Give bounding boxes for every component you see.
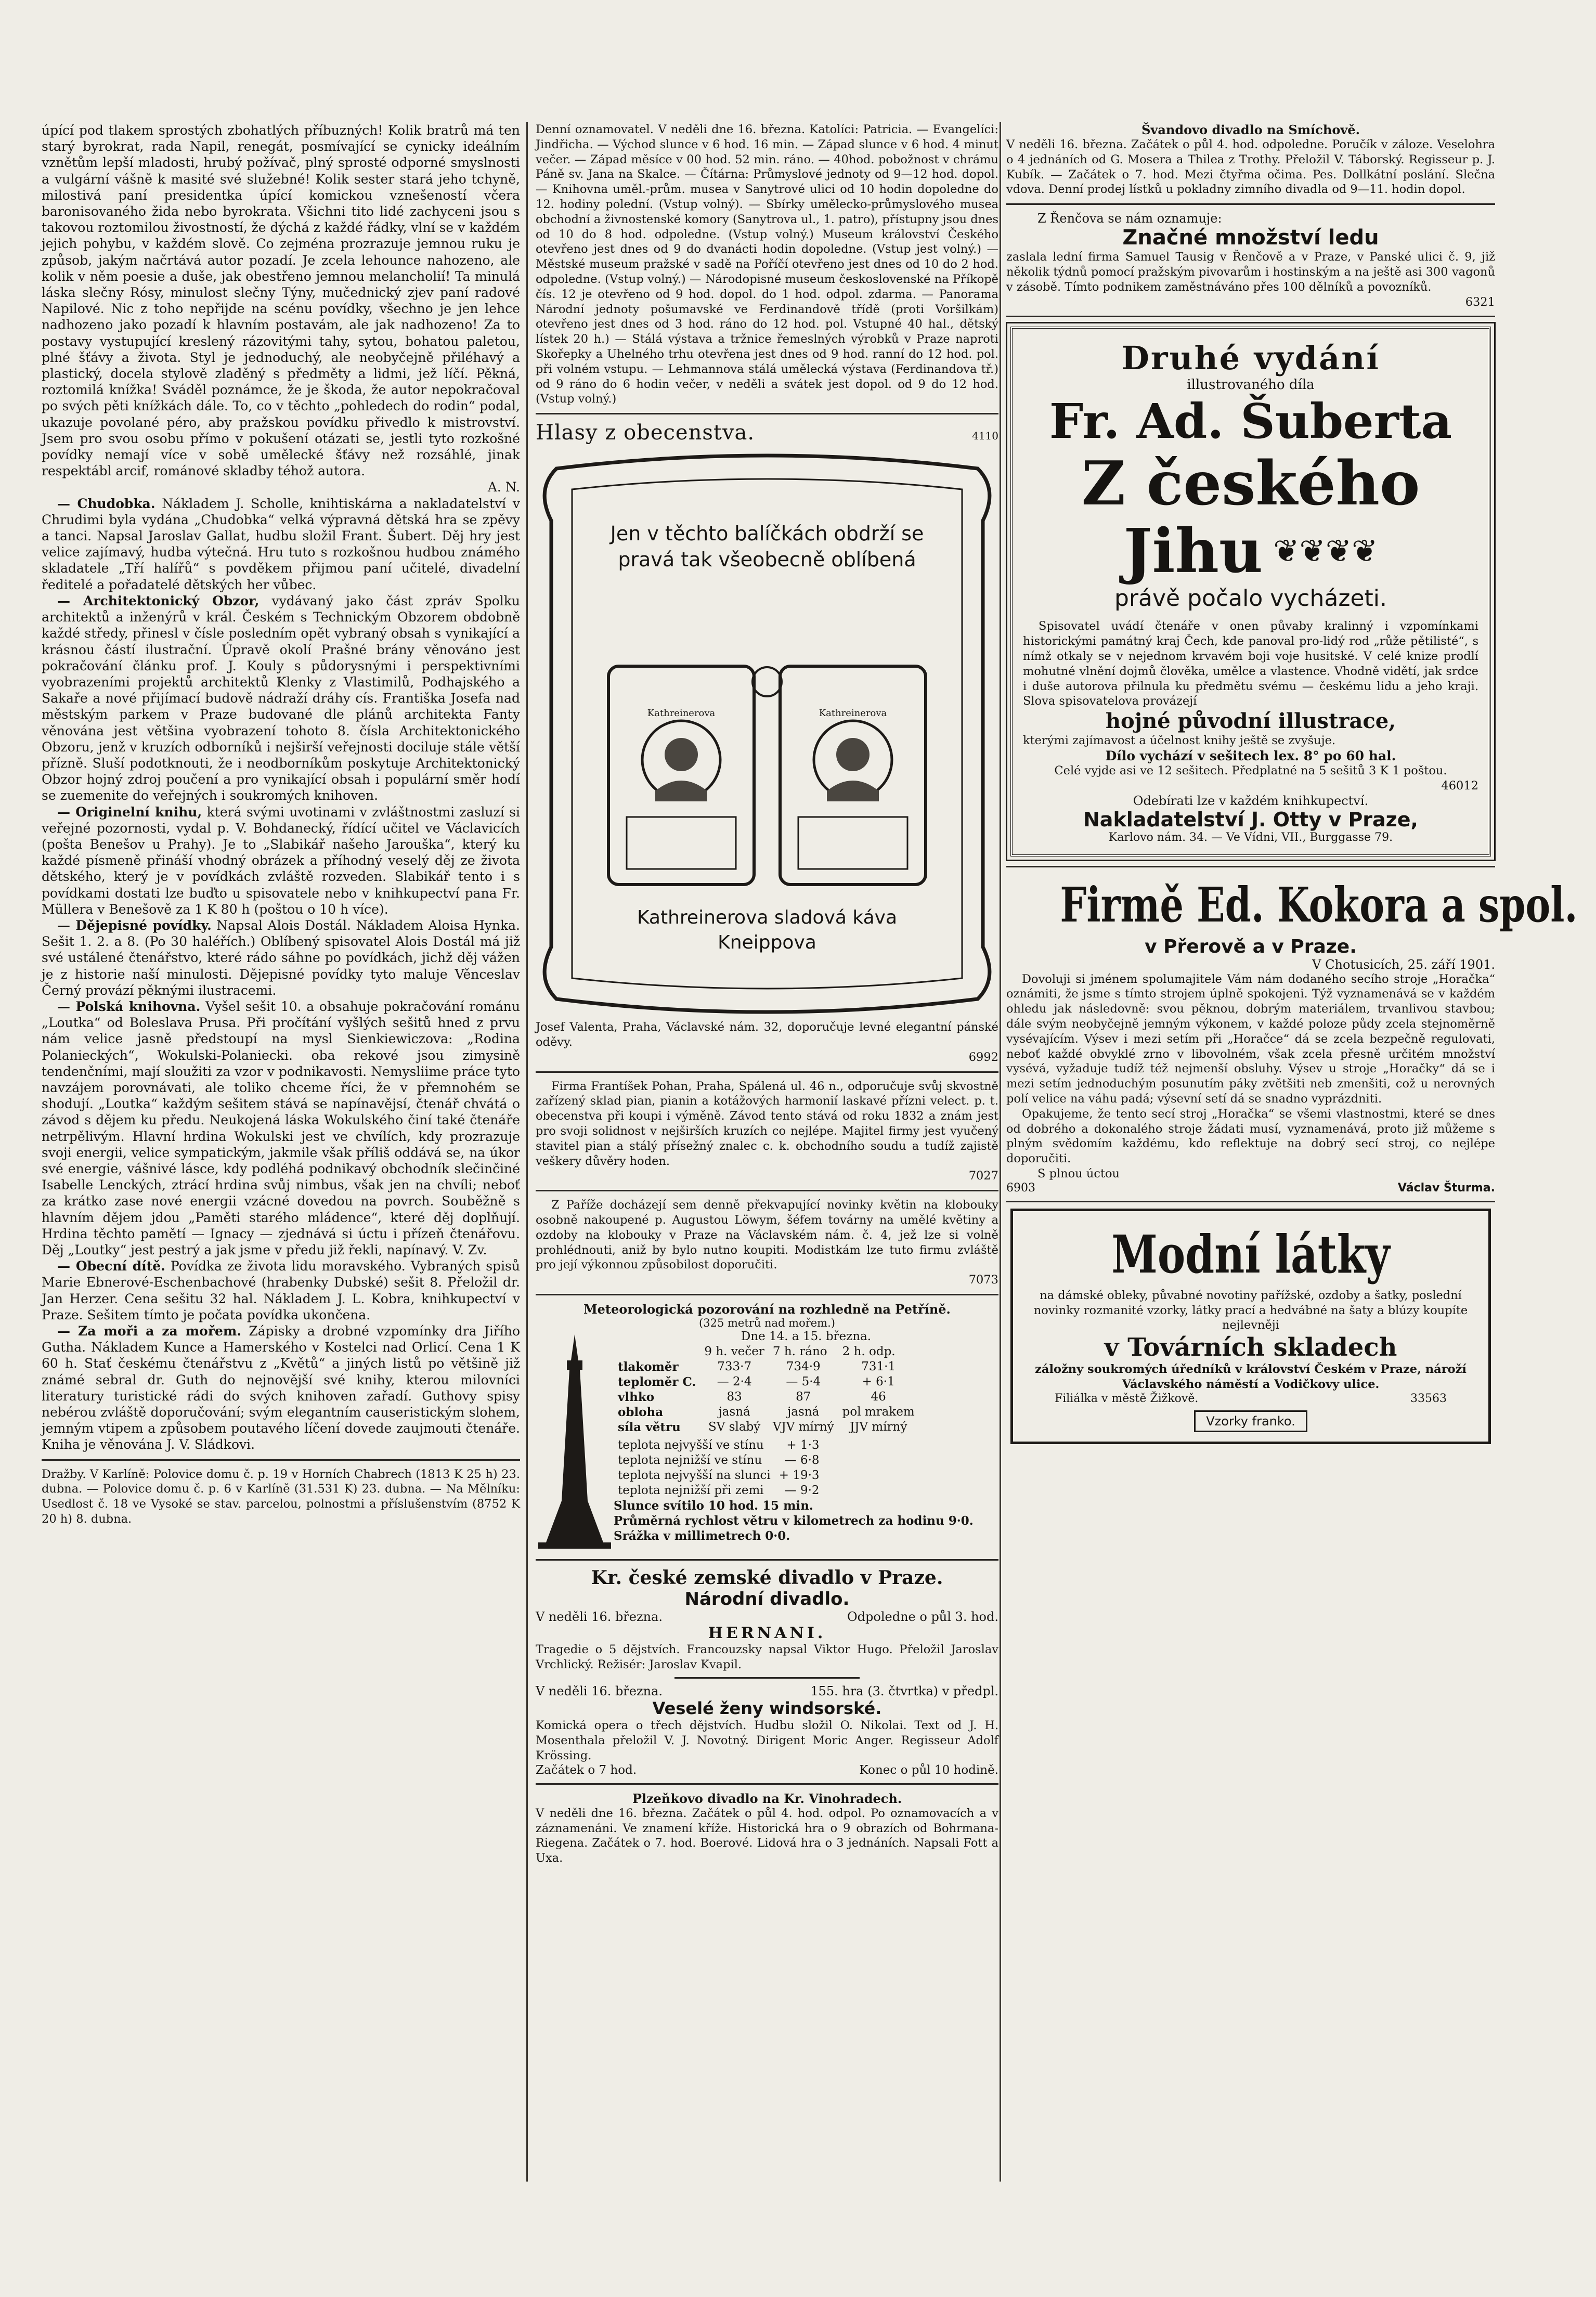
notice-heading: — Polská knihovna. (57, 998, 201, 1014)
kathreiner-ad (536, 448, 998, 1020)
notice-text: která svými uvotinami v zvláštnostmi zasluzí si veřejné pozornosti, vydal p. V. Bohdanecký, řídící učitel ve Václavicích (pošta Benešov u Prahy). Je to „Slabikář našeho Jarouška“, který ku každé písmeně přináší vhodný obrázek a příhodný veselý děj ze života dětského, který je v povídkách zvláště rozveden. Slabikář tento i s povídkami dostati lze buďto u spisovatele nebo v knihkupectví pana Fr. Müllera v Benešově za 1 K 80 h (poštou o 10 h více). (42, 804, 520, 917)
divider (536, 1294, 998, 1295)
book-subheading: illustrovaného díla (1187, 377, 1315, 393)
notice-text: Povídka ze života lidu moravského. Vybraných spisů Marie Ebnerové-Eschenbachové (hrabenky Dubské) sešit 8. Přeložil dr. Jan Herzer. Cena sešitu 32 hal. Nákladem J. L. Kobra, knihkupectví v Praze. Sešitem tímto je počata povídka ukončena. (42, 1258, 520, 1322)
book-author: Fr. Ad. Šuberta (1049, 393, 1452, 450)
notice-heading: — Dějepisné povídky. (57, 917, 212, 933)
notice-number: 6321 (1465, 295, 1495, 309)
book-title-line2: Jihu (1123, 516, 1263, 587)
weather-value: pol mrakem (842, 1405, 915, 1419)
weather-value: jasná (718, 1405, 750, 1419)
notice-number: 7027 (968, 1169, 998, 1183)
weather-row-label: tlakoměr (618, 1359, 679, 1374)
divider (1006, 203, 1495, 205)
weather-value: 46 (871, 1390, 886, 1404)
weather-extreme-label: teplota nejvyšší na slunci (618, 1468, 771, 1482)
weather-rainfall: Srážka v millimetrech 0·0. (614, 1528, 790, 1543)
book-notice (42, 917, 520, 998)
weather-value: 83 (726, 1390, 742, 1404)
performance-date: V neděli 16. března. (536, 1609, 663, 1624)
weather-wind: Průměrná rychlost větru v kilometrech za hodinu 9·0. (614, 1513, 974, 1528)
notice-number: 6992 (968, 1050, 998, 1064)
performance-date: V neděli 16. března. (536, 1684, 663, 1699)
play-description: Tragedie o 5 dějstvích. Francouzsky napsal Viktor Hugo. Přeložil Jaroslav Vrchlický. Režisér: Jaroslav Kvapil. (536, 1642, 998, 1671)
column-rule (1000, 122, 1001, 2182)
smichov-title: Švandovo divadlo na Smíchově. (1141, 122, 1360, 137)
weather-report (536, 1302, 998, 1553)
notice-text: Nákladem J. Scholle, knihtiskárna a nakladatelství v Chrudimi byla vydána „Chudobka“ velká výpravná dětská hra se zpěvy a tanci. Napsal Jaroslav Gallat, hudbu složil Frant. Šubert. Děj hry jest velice zajímavý, hudba výtečná. Hru tuto s rozkošnou hudbou známého skladatele „Tří halířů“ s povděkem přijmou paní učitelé, divadelní ředitelé a pořadatelé dětských her vůbec. (42, 496, 520, 592)
notice-heading: — Originelní knihu, (57, 804, 202, 820)
weather-value: VJV mírný (772, 1420, 834, 1434)
book-description: Spisovatel uvádí čtenáře v onen půvaby kralinný i vzpomínkami historickými památný kraj Čech, kde panoval pro-lidý rod „růže pětilisté“, s nímž otkaly se v nejednom krvavém boji voje husitské. V celé knize prodlí mohutné vlnění dojmů člověka, umělce a vlastence. Vhodně vidětí, jak srdce i duše autorova přilnula ku předmětu svému — českému lidu a jeho kraji. Slova spisovatelova provázejí (1023, 619, 1478, 708)
weather-value: jasná (787, 1405, 820, 1419)
ad-number: 4110 (972, 430, 998, 443)
review-text: úpící pod tlakem sprostých zbohatlých příbuzných! Kolik bratrů má ten starý byrokrat, rada Napil, renegát, posmívající se cynicky ideálním vznětům lepší mladosti, hrubý požívač, plný sprosté odporné smyslnosti a vulgární vášně k masité své služebné! Kolik sester stará jeho tchyně, milostivá paní presidentka úpící komickou vznešeností včera baronisovaného žida nebo byrokrata. Všichni tito lidé zachyceni jsou s takovou roztomilou živostností, že dýchá z každé řádky, vlní se v každém jejich pohybu, v každém slově. Co zejména prozrazuje jemnou ruku je způsob, jakým načrtává autor pozadí. Je zcela lehounce nahozeno, ale kolik v něm poesie a duše, jak obestřeno jemnou melancholií! Ta minulá láska slečny Rósy, minulost slečny Týny, mučednický zjev paní radové Napilové. Nic z toho nepřijde na scénu povídky, všechno je jen lehce nadhozeno jako pozadí k hlavním postavám, ale jak nadhozeno! Za to postavy vystupující kreslený rázovitými tahy, sytou, bohatou paletou, plné šťávy a života. Styl je jednoduchý, ale neobyčejně přiléhavý a plastický, docela stylově zladěný s předměty a lidmi, jež líčí. Pěkná, roztomilá knížka! Sváděl poznámce, že je škoda, že autor nepokračoval po svých pěti knížkách dále. To, co v těchto „pohledech do rodin“ podal, ukazuje povolané péro, aby pražskou povídku přivedlo k mistrovství. Jsem pro svou osobu přímo v pokušení otázati se, jestli tyto rozkošné povídky nemají více v sobě umělecké šťávy než rozsáhlé, jinak respektábl arcif, románové skladby téhož autora. (42, 123, 520, 479)
weather-date: Dne 14. a 15. března. (741, 1329, 872, 1343)
fabric-advertisement (1010, 1209, 1491, 1444)
fabric-samples: Vzorky franko. (1194, 1410, 1307, 1432)
notice-number: 7073 (968, 1273, 998, 1287)
kokor-closing: S plnou úctou (1037, 1166, 1120, 1180)
daily-calendar: Denní oznamovatel. V neděli dne 16. března. Katolíci: Patricia. — Evangelíci: Jindřicha. — Východ slunce v 6 hod. 16 min. — Západ slunce v 6 hod. 4 minut večer. — Západ měsíce v 00 hod. 52 min. ráno. — 40hod. pobožnost v chrámu Páně sv. Jana na Skalce. — Čítárna: Průmyslové jednoty od 9—12 hod. dopol. — Knihovna uměl.-prům. musea v Sanytrové ulici od 10 hodin dopoledne do 12. hodiny polední. (Vstup volný). — Sbírky umělecko-průmyslového musea obchodní a živnostenské komory (Sanytrova ul., 1. patro), přístupny jsou dnes od 10 do 8 hod. odpoledne. (Vstup volný.) Museum království Českého otevřeno jest dnes od 9 do dvanácti hodin dopoledne. (Vstup jest volný.) — Městské museum pražské v sadě na Poříčí otevřeno jest dnes od 10 do 2 hod. odpoledne. (Vstup volný.) — Národopisné museum československé na Příkopě čís. 12 je otevřeno od 9 hod. dopol. do 1 hod. odpol. zdarma. — Panorama Národní jednoty pošumavské ve Ferdinandově třídě (proti Voršilkám) otevřeno jest dnes od 3 hod. ráno do 12 hod. pol. Vstupné 40 hal., dětský lístek 20 h.) — Stálá výstava a tržnice řemeslných výrobků v Praze naproti Skořepky a Uhelného trhu otevřena jest dnes od 9 hod. ranní do 12 hod. pol. při volném vstupu. — Lehmannova stálá umělecká výstava (Ferdinandova tř.) od 9 ráno do 6 hodin večer, v neděli a svátek jest dopol. od 9 do 12 hod. (Vstup volný.) (536, 123, 999, 406)
notice-number: 33563 (1410, 1392, 1447, 1405)
divider (674, 1677, 860, 1679)
section-title-hlasy: Hlasy z obecenstva. (536, 421, 755, 445)
weather-row-label: obloha (618, 1405, 664, 1419)
weather-row-label: síla větru (618, 1420, 681, 1434)
notice-heading: — Obecní dítě. (57, 1258, 165, 1274)
ad-product-name: Kathreinerova sladová káva Kneippova (637, 907, 898, 954)
kokor-signature: Václav Šturma. (1397, 1181, 1495, 1195)
notice-text: Zápisky a drobné vzpomínky dra Jiřího Gutha. Nákladem Kunce a Hamerského v Kostelci nad Orlicí. Cena 1 K 60 h. Stať českému čtenářstvu z „Květů“ a jiných listů po většině již známé sebral dr. Guth do nejnovější své knihy, kterou milovníci literatury turistické rádi do svých knihoven zařadí. Guthovy spisy nebérou zvláště doporučování; svým elegantním causeristickým slohem, jemným vtipem a způsobem poutavého líčení dovede zaujmouti čtenáře. Kniha je věnována J. V. Sládkovi. (42, 1323, 521, 1452)
divider (1006, 316, 1495, 317)
weather-extreme-value: + 19·3 (778, 1468, 820, 1482)
ad-headline: Jen v těchto balíčkách obdrží se pravá tak všeobecně oblíbená (610, 522, 924, 572)
weather-value: 87 (796, 1390, 811, 1404)
weather-value: 733·7 (717, 1359, 752, 1373)
notice-text: Napsal Alois Dostál. Nákladem Aloisa Hynka. Sešit 1. 2. a 8. (Po 30 haléřích.) Oblíbený spisovatel Alois Dostál má již své ustálené čtenářstvo, které rádo sáhne po povídkách, jichž děj vážen je z historie naší minulosti. Dějepisné povídky tyto maluje Věnceslav Černý provází pěknými ilustracemi. (42, 917, 521, 998)
play-end: Konec o půl 10 hodině. (859, 1763, 998, 1777)
notice-number: 6903 (1006, 1181, 1035, 1195)
divider (536, 1783, 998, 1785)
book-advertisement (1010, 327, 1491, 856)
fabric-text: na dámské obleky, půvabné novotiny pařížské, ozdoby a šatky, poslední novinky rozmanité vzorky, látky prací a hedvábné na šaty a blúzy koupíte nejlevněji (1033, 1288, 1468, 1332)
lookout-tower-icon (536, 1329, 614, 1553)
weather-title: Meteorologická pozorování na rozhledně na Petříně. (583, 1301, 951, 1317)
performance-time: 155. hra (3. čtvrtka) v předpl. (810, 1684, 998, 1699)
weather-extreme-label: teplota nejnižší ve stínu (618, 1453, 762, 1467)
weather-value: — 2·4 (717, 1374, 752, 1388)
divider (536, 1190, 998, 1191)
kokor-letter-2: Opakujeme, že tento secí stroj „Horačka“ se všemi vlastnostmi, které se dnes od dobrého a dokonalého stroje žádati musí, vyznamenává, proto již můžeme s plným svědomím každému, kdo reflektuje na dobrý secí stroj, co nejlépe doporučiti. (1006, 1107, 1495, 1166)
leaf-ornament-icon: ❦❦❦❦ (1273, 533, 1378, 570)
ice-title: Značné množství ledu (1122, 226, 1379, 250)
book-notice (42, 593, 520, 804)
weather-extremes (614, 1438, 824, 1498)
play-start: Začátek o 7 hod. (536, 1763, 637, 1777)
weather-row-label: teploměr C. (618, 1374, 696, 1389)
book-notice (42, 1258, 520, 1323)
kokor-title: Firmě Ed. Kokora a spol. (1060, 876, 1578, 933)
weather-subtitle: (325 metrů nad mořem.) (699, 1316, 835, 1329)
vinohrady-text: V neděli dne 16. března. Začátek o půl 4. hod. odpol. Po oznamovacích a v záznamenáni. Ve znamení kříže. Historická hra o 9 obrazích od Bohrmana-Riegena. Začátek o 7. hod. Boerové. Lidová hra o 3 jednáních. Napsali Fott a Uxa. (536, 1806, 998, 1865)
fabric-subline: záložny soukromých úředníků v království Českém v Praze, nároží Václavského náměstí a Vodičkovy ulice. (1035, 1362, 1467, 1391)
kokor-dateline: V Chotusicích, 25. září 1901. (1312, 957, 1495, 972)
pohan-notice: Firma Frantíšek Pohan, Praha, Spálená ul. 46 n., odporučuje svůj skvostně zařízený sklad pian, pianin a kotážových harmonií laskavé přízni velect. p. t. obecenstva při koupi i výměně. Závod tento stává od roku 1832 a znám jest pro svoji solidnost v nejširších kruzích co nejlépe. Majitel firmy jest vyučený stavitel pian a stálý přísežný znalec c. k. obchodního soudu a tudíž zajistě veškery důvěry hoden. (536, 1079, 998, 1168)
book-title-line1: Z českého (1081, 448, 1420, 520)
book-notice (42, 1323, 520, 1453)
book-publisher: Nakladatelství J. Otty v Praze, (1083, 808, 1418, 831)
notice-number: 46012 (1441, 778, 1478, 793)
divider (536, 1071, 998, 1073)
weather-extreme-label: teplota nejvyšší ve stínu (618, 1438, 764, 1452)
book-notice (42, 998, 520, 1258)
notice-heading: — Architektonický Obzor, (57, 593, 259, 608)
divider (1006, 1201, 1495, 1202)
weather-col-header: 9 h. večer (704, 1344, 764, 1358)
book-notice (42, 804, 520, 917)
weather-value: + 6·1 (862, 1374, 895, 1388)
book-notices (42, 496, 520, 1453)
smichov-text: V neděli 16. března. Začátek o půl 4. hod. odpoledne. Poručík v záloze. Veselohra o 4 jednáních od G. Mosera a Thilea z Trothy. Přeložil V. Táborský. Regisseur p. J. Kubík. — Začátek o 7. hod. Mezi čtyřma očima. Pes. Dollkátní poslání. Slečna vdova. Denní prodej lístků u pokladny zimního divadla od 9—11. hodin dopol. (1006, 138, 1495, 197)
weather-value: 731·1 (861, 1359, 896, 1373)
weather-value: SV slabý (708, 1420, 761, 1434)
packet-label: Kathreinerova (647, 708, 716, 719)
book-illus-note: kterými zajímavost a účelnost knihy ještě se zvyšuje. (1023, 734, 1336, 748)
divider (42, 1459, 520, 1461)
column-1 (42, 122, 520, 2182)
column-rule (526, 122, 528, 2182)
book-price: Dílo vychází v sešitech lex. 8° po 60 hal. (1105, 748, 1396, 763)
valenta-notice: Josef Valenta, Praha, Václavské nám. 32, doporučuje levné elegantní pánské oděvy. (536, 1020, 998, 1049)
play-title: HERNANI. (708, 1624, 826, 1642)
vinohrady-title: Plzeňkovo divadlo na Kr. Vinohradech. (632, 1790, 902, 1806)
theatre-title: Kr. české zemské divadlo v Praze. (591, 1566, 943, 1589)
play-description: Komická opera o třech dějstvích. Hudbu složil O. Nikolai. Text od J. H. Mosenthala přeložil V. J. Novotný. Dirigent Moric Anger. Regisseur Adolf Krössing. (536, 1719, 998, 1763)
book-count: Celé vyjde asi ve 12 sešitech. Předplatné na 5 sešitů 3 K 1 poštou. (1054, 763, 1447, 777)
weather-col-header: 7 h. ráno (772, 1344, 827, 1358)
weather-table (614, 1344, 919, 1435)
book-edition: Druhé vydání (1121, 339, 1380, 378)
weather-extreme-value: — 6·8 (784, 1453, 820, 1467)
column-3 (1006, 122, 1578, 2182)
weather-value: JJV mírný (850, 1420, 907, 1434)
ice-intro: Z Řenčova se nám oznamuje: (1037, 211, 1222, 226)
book-illustrations: hojné původní illustrace, (1105, 709, 1396, 734)
parize-notice: Z Paříže docházejí sem denně překvapující novinky květin na klobouky osobně nakoupené p. Augustou Löwym, šéfem továrny na umělé květiny a ozdoby na klobouky v Praze na Václavském nám. č. 4, jež lze si volně prohlédnouti, aniž by bylo nutno koupiti. Modistkám lze tuto firmu zvláště pro její výkonnou způsobilost doporučiti. (536, 1198, 998, 1272)
book-sale: Odebírati lze v každém knihkupectví. (1133, 793, 1369, 808)
fabric-branch: Filiálka v městě Žižkově. (1055, 1392, 1199, 1405)
fabric-title: Modní látky (1111, 1223, 1390, 1285)
auction-notice: Dražby. V Karlíně: Polovice domu č. p. 19 v Horních Chabrech (1813 K 25 h) 23. dubna. — Polovice domu č. p. 6 v Karlíně (31.531 K) 23. dubna. — Na Mělníku: Usedlost č. 18 ve Vysoké se stav. parcelou, polnostmi a příslušenstvím (8752 K 20 h) 8. dubna. (42, 1467, 520, 1526)
weather-sunshine: Slunce svítilo 10 hod. 15 min. (614, 1498, 813, 1513)
kokor-letter: Dovoluji si jménem spolumajitele Vám nám dodaného secího stroje „Horačka“ oznámiti, že jsme s tímto strojem úplně spokojeni. Týž vyznamenává se v každém ohledu jak následovně: svou pěknou, dobrým materiálem, trvanlivou stavbou; dále svým neobyčejně jemným výkonem, v každé poloze půdy zcela stejnoměrně vysévajícím. Výsev i mezi setím při „Horačce“ dá se zcela bezpečně regulovati, neboť každé obvyklé zrno v libovolném, však zcela přesně určitém množství vysévá, vyžaduje tudíž též nejmenší obsluhy. Výsev u stroje „Horačky“ dá se i mezi setím jednoduchým posunutím páky zvětšiti neb zmenšiti, což u nerovných polí velice na váhu padá; výsevní setí dá se snadno vyprázdniti. (1006, 972, 1495, 1106)
notice-text: vydávaný jako část zpráv Spolku architektů a inženýrů v král. Českém s Technickým Obzorem obdobně každé středy, přinesl v čísle posledním opět vybraný obsah s vynikající a krásnou částí ilustrační. Úpravě okolí Prašné brány věnováno jest pokračování článku prof. J. Kouly s půdorysnými i perspektivními vyobrazeními projektů architektů Klenky z Vlastimilů, Podhajského a Sakaře a nové přijímací budově nádraží dráhy cís. Františka Josefa nad městským parkem v Praze budované dle plánů architekta Fanty věnována jest většina vyobrazení tohoto 8. čísla Architektonického Obzoru, jenž v kruzích odborníků i nejširší veřejnosti dociluje stále větší přízně. Sluší podotknouti, že i neodborníkům poskytuje Architektonický Obzor hojný zdroj poučení a pro vynikající obsah i populární směr hodí se zuemenite do veřejných i soukromých knihoven. (42, 593, 520, 803)
fabric-location: v Továrních skladech (1104, 1333, 1397, 1362)
column-2 (536, 122, 998, 2182)
book-status: právě počalo vycházeti. (1114, 585, 1387, 612)
notice-heading: — Za moři a za mořem. (57, 1323, 242, 1339)
play-title: Veselé ženy windsorské. (652, 1698, 882, 1719)
weather-row-label: vlhko (618, 1390, 655, 1404)
divider (536, 413, 998, 414)
kokor-city: v Přerově a v Praze. (1145, 936, 1357, 957)
weather-value: 734·9 (786, 1359, 821, 1373)
book-notice (42, 496, 520, 593)
book-address: Karlovo nám. 34. — Ve Vídni, VII., Burggasse 79. (1108, 830, 1393, 844)
performance-time: Odpoledne o půl 3. hod. (847, 1609, 998, 1624)
ice-text: zaslala lední firma Samuel Tausig v Řenčově a v Praze, v Panské ulici č. 9, již několik týdnů pomocí pražským pivovarům i hostinským a na ještě asi 300 vagonů v zásobě. Tímto podnikem zaměstnáváno přes 100 dělníků a povozníků. (1006, 250, 1495, 294)
divider (1006, 866, 1495, 867)
packet-label: Kathreinerova (819, 708, 887, 719)
weather-extreme-value: — 9·2 (784, 1483, 820, 1497)
notice-heading: — Chudobka. (57, 496, 155, 511)
weather-extreme-value: + 1·3 (786, 1438, 820, 1452)
weather-extreme-label: teplota nejnižší při zemi (618, 1483, 764, 1497)
review-signature: A. N. (487, 479, 520, 495)
divider (536, 1559, 998, 1561)
notice-text: Vyšel sešit 10. a obsahuje pokračování románu „Loutka“ od Boleslava Prusa. Při pročítání vyšlých sešitů hned z prvu nám velice jasně předstoupí na mysl Sienkiewiczova: „Rodina Polanieckých“, Wokulski-Polaniecki. oba rekové jsou zimysině tendenčními, mají sloužiti za vzor v podnikavosti. Nemysliime práce tyto navzájem porovnávati, ale toliko chceme říci, že v přemnohém se shodují. „Loutka“ každým sešitem stává se napínavějsí, čtenář chvátá o závod s dějem ku předu. Neukojená láska Wokulského činí také čtenáře netrpělivým. Hlavní hrdina Wokulski jest ve chvílích, kdy prozrazuje svoji energii, velice sympatickým, jakmile však příliš oddává se, na úkor své energie, vášnivé lásce, kdy podléhá podnikavý obchodník slečinčiné Isabelle Lenckých, ztrácí hrdina svůj nimbus, však jen na chvíli; neboť za krátko zase nové energii vzácné dovedou na povrch. Souběžně s hlavním dějem jdou „Paměti starého mládence“, které děj doplňují. Hrdina těchto pamětí — Ignacy — zjednává si úctu i přízeň čtenářovu. Děj „Loutky“ jest pestrý a jak jsme v předu již řekli, napínavý. V. Zv. (42, 998, 520, 1258)
theatre-subtitle: Národní divadlo. (684, 1588, 850, 1610)
weather-col-header: 2 h. odp. (842, 1344, 896, 1358)
weather-value: — 5·4 (786, 1374, 821, 1388)
